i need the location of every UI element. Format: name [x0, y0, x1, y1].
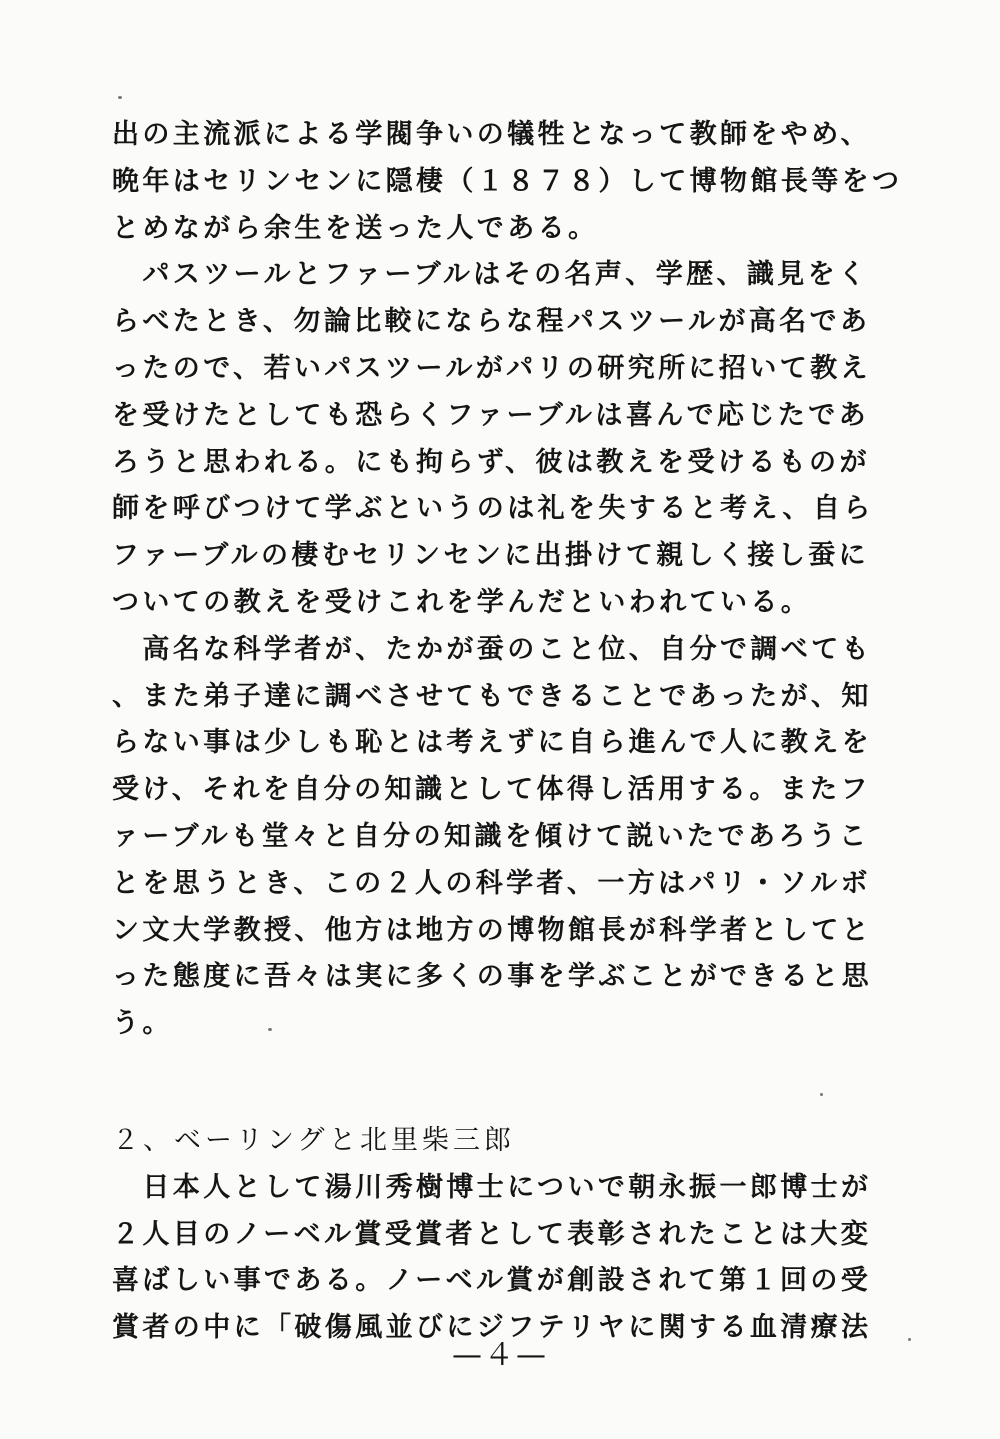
text-line: う。: [112, 1008, 173, 1040]
text-line: とめながら余生を送った人である。: [112, 212, 599, 244]
section-body: [112, 1165, 902, 1352]
scan-speck: [820, 1093, 823, 1096]
text-line: ２人目のノーベル賞受賞者として表彰されたことは大変: [112, 1218, 872, 1250]
text-line: 出の主流派による学閥争いの犠牲となって教師をやめ、: [112, 119, 871, 150]
text-block: [112, 112, 902, 1352]
scan-speck: [118, 96, 122, 99]
text-line: ったので、若いパスツールがパリの研究所に招いて教え: [112, 352, 871, 384]
section-gap: [112, 1048, 902, 1118]
section-heading: ２、ベーリングと北里柴三郎: [112, 1124, 515, 1156]
text-line: とを思うとき、この２人の科学者、一方はパリ・ソルボ: [112, 867, 871, 899]
text-line: った態度に吾々は実に多くの事を学ぶことができると思: [112, 961, 872, 993]
text-line: 高名な科学者が、たかが蚕のこと位、自分で調べても: [112, 633, 872, 665]
text-line: 受け、それを自分の知識として体得し活用する。またフ: [112, 774, 871, 806]
text-line: ついての教えを受けこれを学んだといわれている。: [112, 586, 812, 618]
text-line: 師を呼びつけて学ぶというのは礼を失すると考え、自ら: [112, 493, 874, 525]
text-line: らべたとき、勿論比較にならな程パスツールが高名であ: [112, 306, 871, 338]
text-line: 喜ばしい事である。ノーベル賞が創設されて第１回の受: [112, 1265, 872, 1297]
page-number: —４—: [452, 1338, 548, 1373]
text-line: ン文大学教授、他方は地方の博物館長が科学者としてと: [112, 914, 872, 946]
text-line: 賞者の中に「破傷風並びにジフテリヤに関する血清療法: [112, 1312, 872, 1344]
text-line: ァーブルも堂々と自分の知識を傾けて説いたであろうこ: [112, 820, 870, 852]
text-line: 日本人として湯川秀樹博士についで朝永振一郎博士が: [112, 1171, 872, 1203]
text-line: パスツールとファーブルはその名声、学歴、識見をく: [112, 259, 869, 291]
text-line: を受けたとしても恐らくファーブルは喜んで応じたであ: [112, 399, 870, 431]
scan-speck: [908, 1338, 911, 1341]
text-line: ファーブルの棲むセリンセンに出掛けて親しく接し蚕に: [112, 540, 870, 572]
text-line: らない事は少しも恥とは考えずに自ら進んで人に教えを: [112, 727, 872, 759]
scan-speck: [268, 1028, 272, 1031]
text-line: ろうと思われる。にも拘らず、彼は教えを受けるものが: [112, 446, 870, 478]
paragraph: [112, 112, 902, 1048]
text-line: 晩年はセリンセンに隠棲（１８７８）して博物館長等をつ: [112, 165, 903, 197]
text-line: 、また弟子達に調べさせてもできることであったが、知: [112, 680, 872, 712]
